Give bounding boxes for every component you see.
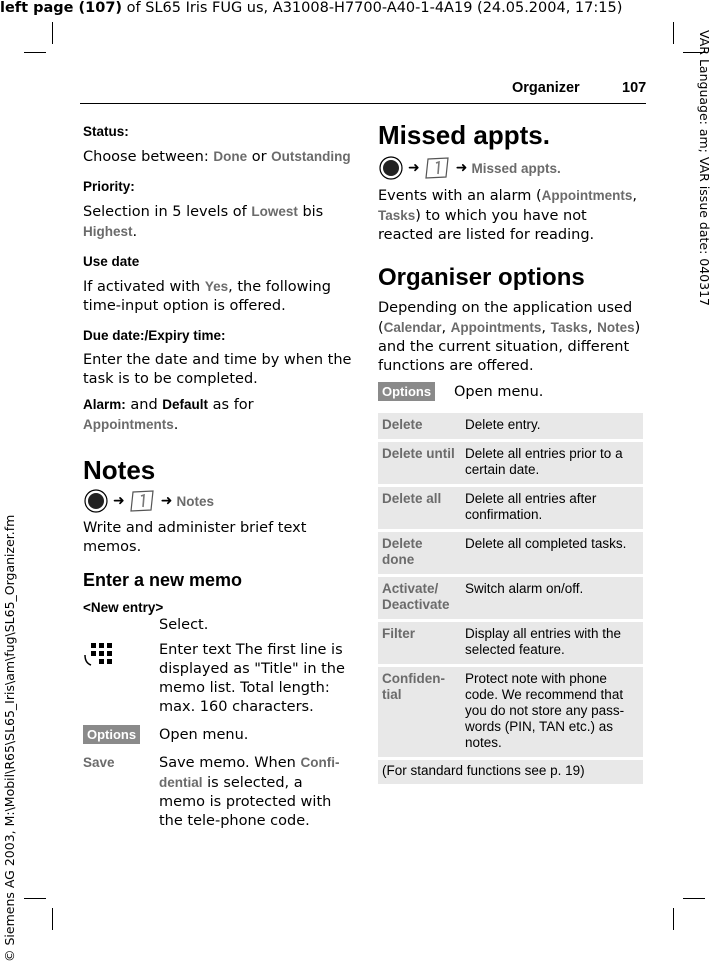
side-copyright: © Siemens AG 2003, M:\Mobil\R65\SL65_Iris\am\fug\SL65_Organizer.fm <box>2 514 17 962</box>
option-key[interactable]: Confiden-tial <box>378 667 461 757</box>
option-row <box>378 442 643 484</box>
option-row <box>378 532 643 574</box>
missed-navigation <box>378 154 646 182</box>
option-description: Switch alarm on/off. <box>461 577 643 619</box>
new-memo-heading: Enter a new memo <box>83 570 243 590</box>
priority-label: Priority: <box>83 179 135 194</box>
option-key[interactable]: Activate/ Deactivate <box>378 577 461 619</box>
save-desc: Save memo. When Confi-dential is selected, a memo is protected with the tele-phone code. <box>159 755 340 829</box>
notes-navigation <box>83 487 353 515</box>
options-footer-row <box>378 760 643 784</box>
option-key[interactable]: Delete all <box>378 487 461 529</box>
open-menu-text: Open menu. <box>159 726 249 743</box>
options-softkey[interactable]: Options <box>378 382 435 401</box>
option-key[interactable]: Delete <box>378 413 461 439</box>
organiser-options-text: Depending on the application used (Calendar, Appointments, Tasks, Notes) and the current situation, different functions are offered. <box>378 300 641 374</box>
status-text: Choose between: Done or Outstanding <box>83 149 351 165</box>
due-date-label: Due date:/Expiry time: <box>83 328 226 343</box>
crop-mark <box>24 52 46 53</box>
due-date-text: Enter the date and time by when the task is to be completed. <box>83 352 352 387</box>
joystick-icon <box>378 155 404 181</box>
option-description: Protect note with phone code. We recommend that you do not store any pass-words (PIN, TAN etc.) as notes. <box>461 667 643 757</box>
crop-mark <box>52 22 53 44</box>
arrow-icon: ➜ <box>113 492 125 509</box>
save-row <box>83 753 353 831</box>
outstanding-option: Outstanding <box>271 149 351 164</box>
options-footer: (For standard functions see p. 19) <box>378 760 643 784</box>
options-row <box>83 725 353 745</box>
options-table <box>378 410 643 787</box>
crop-mark <box>673 22 674 44</box>
option-description: Display all entries with the selected feature. <box>461 622 643 664</box>
option-row <box>378 622 643 664</box>
notes-heading: Notes <box>83 455 156 485</box>
new-entry-label: <New entry> <box>83 600 164 615</box>
joystick-icon <box>83 488 109 514</box>
priority-text: Selection in 5 levels of Lowest bis Highest. <box>83 204 324 240</box>
print-header-details: of SL65 Iris FUG us, A31008-H7700-A40-1-4A19 (24.05.2004, 17:15) <box>122 0 623 16</box>
crop-mark <box>24 898 46 899</box>
select-row <box>83 616 353 635</box>
print-header <box>0 0 725 16</box>
arrow-icon: ➜ <box>455 159 468 176</box>
option-key[interactable]: Delete until <box>378 442 461 484</box>
use-date-text: If activated with Yes, the following time-input option is offered. <box>83 279 331 314</box>
page-number: 107 <box>622 80 647 96</box>
crop-mark <box>673 908 674 930</box>
save-label[interactable]: Save <box>83 755 115 770</box>
use-date-label: Use date <box>83 254 140 269</box>
missed-text: Events with an alarm (Appointments, Tasks) to which you have not reacted are listed for reading. <box>378 188 638 243</box>
options-softkey[interactable]: Options <box>83 725 140 744</box>
option-row <box>378 487 643 529</box>
select-text: Select. <box>159 617 209 633</box>
options-softkey-row <box>378 382 646 402</box>
crop-mark <box>52 908 53 930</box>
alarm-text: Alarm: and Default as for Appointments. <box>83 397 254 433</box>
option-row <box>378 667 643 757</box>
running-title: Organizer <box>512 80 580 96</box>
keypad-icon <box>83 641 117 667</box>
print-header-page: left page (107) <box>0 0 123 16</box>
option-key[interactable]: Filter <box>378 622 461 664</box>
option-description: Delete all completed tasks. <box>461 532 643 574</box>
option-description: Delete all entries after confirmation. <box>461 487 643 529</box>
option-description: Delete entry. <box>461 413 643 439</box>
enter-text-row <box>83 641 353 717</box>
right-column <box>378 120 646 787</box>
missed-appts-heading: Missed appts. <box>378 120 550 150</box>
option-key[interactable]: Delete done <box>378 532 461 574</box>
notes-description: Write and administer brief text memos. <box>83 520 307 555</box>
done-option: Done <box>213 149 248 164</box>
arrow-icon: ➜ <box>160 492 173 509</box>
notes-nav-label: Notes <box>176 493 214 509</box>
option-row <box>378 577 643 619</box>
arrow-icon: ➜ <box>408 159 420 176</box>
organiser-icon <box>424 155 452 181</box>
crop-mark <box>683 898 705 899</box>
side-variant-info: VAR Language: am; VAR issue date: 040317 <box>697 30 712 306</box>
option-description: Delete all entries prior to a certain date. <box>461 442 643 484</box>
open-menu-text: Open menu. <box>454 383 544 400</box>
status-label: Status: <box>83 124 129 139</box>
organiser-options-heading: Organiser options <box>378 264 585 291</box>
missed-nav-label: Missed appts. <box>471 160 561 176</box>
left-column <box>83 122 353 831</box>
header-rule <box>80 103 646 104</box>
organiser-icon <box>129 488 157 514</box>
option-row <box>378 413 643 439</box>
enter-text-desc: Enter text The first line is displayed as "Title" in the memo list. Total length: max. 160 characters. <box>159 642 345 715</box>
